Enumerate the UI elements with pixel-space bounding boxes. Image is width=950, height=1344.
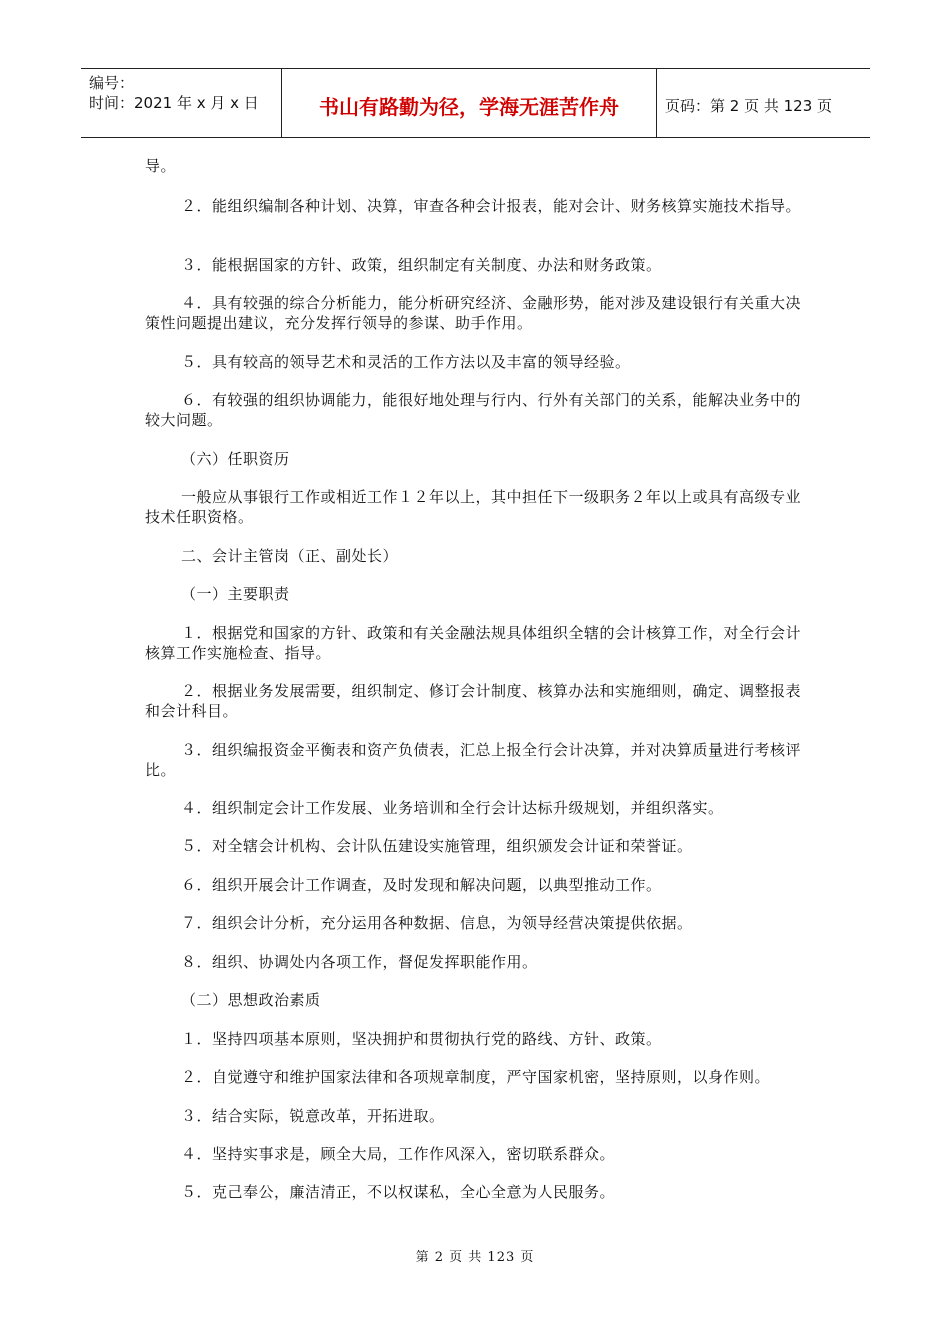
paragraph: 导。 bbox=[145, 157, 177, 175]
paragraph: ２．能组织编制各种计划、决算，审查各种会计报表，能对会计、财务核算实施技术指导。 bbox=[181, 197, 802, 215]
paragraph: １．坚持四项基本原则，坚决拥护和贯彻执行党的路线、方针、政策。 bbox=[181, 1030, 662, 1048]
document-number-label: 编号： bbox=[89, 74, 135, 92]
paragraph: ５．对全辖会计机构、会计队伍建设实施管理，组织颁发会计证和荣誉证。 bbox=[181, 837, 693, 855]
paragraph: ２．自觉遵守和维护国家法律和各项规章制度，严守国家机密，坚持原则，以身作则。 bbox=[181, 1068, 771, 1086]
section-subheading: （二）思想政治素质 bbox=[181, 991, 321, 1009]
paragraph: ６．有较强的组织协调能力，能很好地处理与行内、行外有关部门的关系，能解决业务中的较大问题。 bbox=[145, 391, 802, 429]
paragraph: ２．根据业务发展需要，组织制定、修订会计制度、核算办法和实施细则，确定、调整报表和会计科目。 bbox=[145, 682, 802, 720]
paragraph: ５．克己奉公，廉洁清正，不以权谋私，全心全意为人民服务。 bbox=[181, 1183, 616, 1201]
paragraph: ４．组织制定会计工作发展、业务培训和全行会计达标升级规划，并组织落实。 bbox=[181, 799, 724, 817]
header-motto: 书山有路勤为径，学海无涯苦作舟 bbox=[281, 69, 657, 137]
paragraph: ４．具有较强的综合分析能力，能分析研究经济、金融形势，能对涉及建设银行有关重大决策性问题提出建议，充分发挥行领导的参谋、助手作用。 bbox=[145, 294, 802, 332]
paragraph: ３．组织编报资金平衡表和资产负债表，汇总上报全行会计决算，并对决算质量进行考核评比。 bbox=[145, 741, 802, 779]
section-subheading: （六）任职资历 bbox=[181, 450, 290, 468]
paragraph: ６．组织开展会计工作调查，及时发现和解决问题，以典型推动工作。 bbox=[181, 876, 662, 894]
paragraph: ５．具有较高的领导艺术和灵活的工作方法以及丰富的领导经验。 bbox=[181, 353, 631, 371]
header-page-info: 页码：第 2 页 共 123 页 bbox=[665, 96, 833, 115]
paragraph: ７．组织会计分析，充分运用各种数据、信息，为领导经营决策提供依据。 bbox=[181, 914, 693, 932]
paragraph: ８．组织、协调处内各项工作，督促发挥职能作用。 bbox=[181, 953, 538, 971]
header-meta bbox=[81, 69, 281, 137]
paragraph: ３．能根据国家的方针、政策，组织制定有关制度、办法和财务政策。 bbox=[181, 256, 662, 274]
page-footer: 第 2 页 共 123 页 bbox=[415, 1250, 535, 1265]
page-header bbox=[81, 68, 870, 138]
section-subheading: （一）主要职责 bbox=[181, 585, 290, 603]
paragraph: １．根据党和国家的方针、政策和有关金融法规具体组织全辖的会计核算工作，对全行会计核算工作实施检查、指导。 bbox=[145, 624, 802, 662]
document-time-label: 时间：2021 年 x 月 x 日 bbox=[89, 94, 259, 112]
paragraph: ４．坚持实事求是，顾全大局，工作作风深入，密切联系群众。 bbox=[181, 1145, 616, 1163]
section-heading: 二、会计主管岗（正、副处长） bbox=[181, 547, 399, 565]
paragraph: ３．结合实际，锐意改革，开拓进取。 bbox=[181, 1107, 445, 1125]
paragraph: 一般应从事银行工作或相近工作１２年以上，其中担任下一级职务２年以上或具有高级专业技术任职资格。 bbox=[145, 488, 802, 526]
